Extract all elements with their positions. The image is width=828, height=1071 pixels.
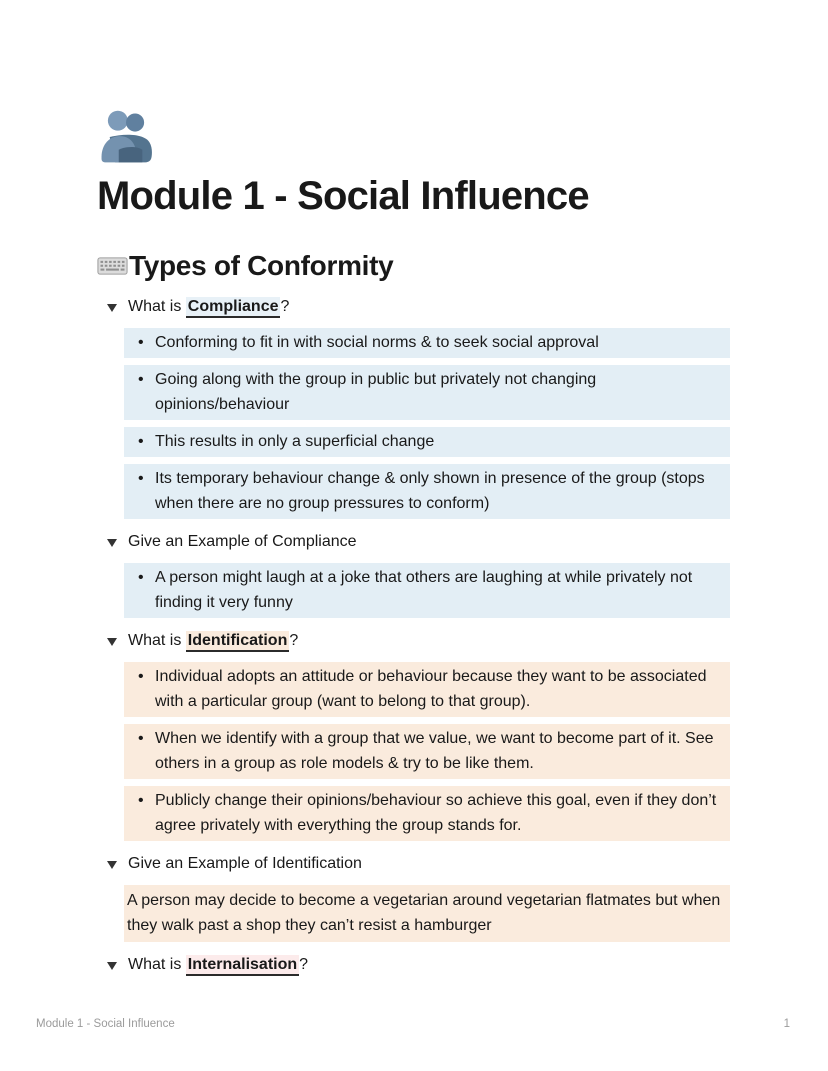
toggle-example-of-compliance[interactable] (107, 531, 731, 553)
toggle-arrow-icon[interactable] (107, 954, 128, 976)
toggle-label-suffix: ? (289, 632, 299, 650)
footer-document-title: Module 1 - Social Influence (36, 1018, 175, 1030)
toggle-what-is-internalisation[interactable] (107, 954, 731, 976)
section-heading-text: Types of Conformity (129, 250, 394, 281)
page-footer (36, 1018, 790, 1030)
toggle-arrow-icon[interactable] (107, 296, 128, 318)
toggle-label-prefix: What is (128, 632, 186, 650)
toggle-label-suffix: ? (280, 298, 290, 316)
toggle-arrow-icon[interactable] (107, 853, 128, 875)
list-item: • Publicly change their opinions/behaviour so achieve this goal, even if they don’t agree privately with everything the group stands for. (124, 786, 730, 841)
section-heading (97, 248, 731, 284)
list-item: • A person might laugh at a joke that others are laughing at while privately not finding it very funny (124, 563, 730, 618)
keyboard-icon (97, 254, 128, 278)
toggle-example-of-identification[interactable] (107, 853, 731, 875)
page-title: Module 1 - Social Influence (97, 174, 589, 218)
list-item: • When we identify with a group that we value, we want to become part of it. See others in a group as role models & try to be like them. (124, 724, 730, 779)
identification-example-paragraph: A person may decide to become a vegetarian around vegetarian flatmates but when they walk past a shop they can’t resist a hamburger (124, 885, 730, 942)
term-internalisation: Internalisation (186, 955, 299, 976)
toggle-label (128, 296, 289, 318)
compliance-bullet-list (124, 328, 730, 519)
toggle-arrow-icon[interactable] (107, 531, 128, 553)
term-compliance: Compliance (186, 297, 281, 318)
toggle-label (128, 630, 298, 652)
identification-bullet-list (124, 662, 730, 841)
list-item: • Its temporary behaviour change & only shown in presence of the group (stops when there are no group pressures to conform) (124, 464, 730, 519)
footer-page-number: 1 (783, 1018, 790, 1030)
toggle-label (128, 954, 308, 976)
term-identification: Identification (186, 631, 290, 652)
list-item: • Going along with the group in public but privately not changing opinions/behaviour (124, 365, 730, 420)
toggle-label: Give an Example of Compliance (128, 533, 357, 551)
toggle-label: Give an Example of Identification (128, 855, 362, 873)
list-item: • Individual adopts an attitude or behaviour because they want to be associated with a particular group (want to belong to that group). (124, 662, 730, 717)
compliance-example-list (124, 563, 730, 618)
toggle-label-prefix: What is (128, 298, 186, 316)
list-item: • This results in only a superficial change (124, 427, 730, 457)
toggle-label-suffix: ? (299, 956, 309, 974)
toggle-label-prefix: What is (128, 956, 186, 974)
busts-in-silhouette-icon[interactable] (97, 108, 155, 166)
toggle-what-is-compliance[interactable] (107, 296, 731, 318)
toggle-arrow-icon[interactable] (107, 630, 128, 652)
toggle-what-is-identification[interactable] (107, 630, 731, 652)
list-item: • Conforming to fit in with social norms & to seek social approval (124, 328, 730, 358)
